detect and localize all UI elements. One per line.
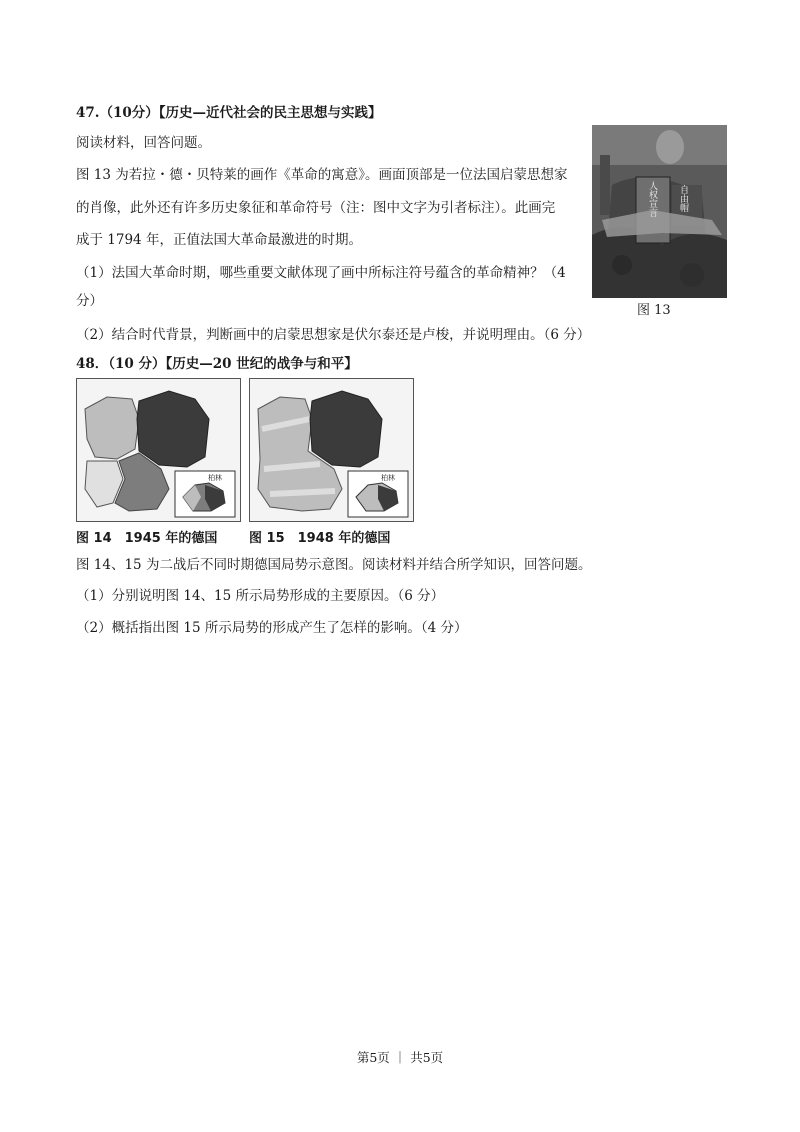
painting-label-declaration: 人权宣言: [647, 181, 657, 217]
q48-header: 48．（10 分）【历史—20 世纪的战争与和平】: [76, 356, 358, 372]
q48-question-2: （2）概括指出图 15 所示局势的形成产生了怎样的影响。（4 分）: [76, 620, 468, 636]
q47-question-1-line-1: （1）法国大革命时期，哪些重要文献体现了画中所标注符号蕴含的革命精神？（4: [76, 265, 566, 281]
q47-paragraph-line-2: 的肖像，此外还有许多历史象征和革命符号（注：图中文字为引者标注）。此画完: [76, 200, 556, 216]
figure-15-map: [249, 378, 414, 522]
figure-15-caption: 图 15 1948 年的德国: [249, 531, 391, 546]
q47-intro: 阅读材料，回答问题。: [76, 135, 211, 151]
q48-description: 图 14、15 为二战后不同时期德国局势示意图。阅读材料并结合所学知识，回答问题。: [76, 557, 592, 573]
figure-13-caption: 图 13: [637, 303, 671, 318]
q47-paragraph-line-3: 成于 1794 年，正值法国大革命最激进的时期。: [76, 232, 362, 248]
q47-paragraph-line-1: 图 13 为若拉・德・贝特莱的画作《革命的寓意》。画面顶部是一位法国启蒙思想家: [76, 167, 568, 183]
q47-question-2: （2）结合时代背景，判断画中的启蒙思想家是伏尔泰还是卢梭，并说明理由。（6 分）: [76, 327, 591, 343]
q47-header: 47.（10分）【历史—近代社会的民主思想与实践】: [76, 105, 382, 121]
figure-14-caption: 图 14 1945 年的德国: [76, 531, 218, 546]
figure-14-map: [76, 378, 241, 522]
painting-label-liberty-cap: 自由帽: [678, 185, 688, 212]
germany-1948-map: [250, 379, 413, 521]
berlin-label-1945: 柏林: [208, 474, 222, 482]
figure-13-painting: [592, 125, 727, 298]
q47-question-1-line-2: 分）: [76, 293, 103, 309]
q48-question-1: （1）分别说明图 14、15 所示局势形成的主要原因。（6 分）: [76, 588, 445, 604]
germany-1945-map: [77, 379, 240, 521]
painting-image: [592, 125, 727, 298]
page-footer: 第5页 ｜ 共5页: [356, 1050, 444, 1065]
berlin-label-1948: 柏林: [381, 474, 395, 482]
